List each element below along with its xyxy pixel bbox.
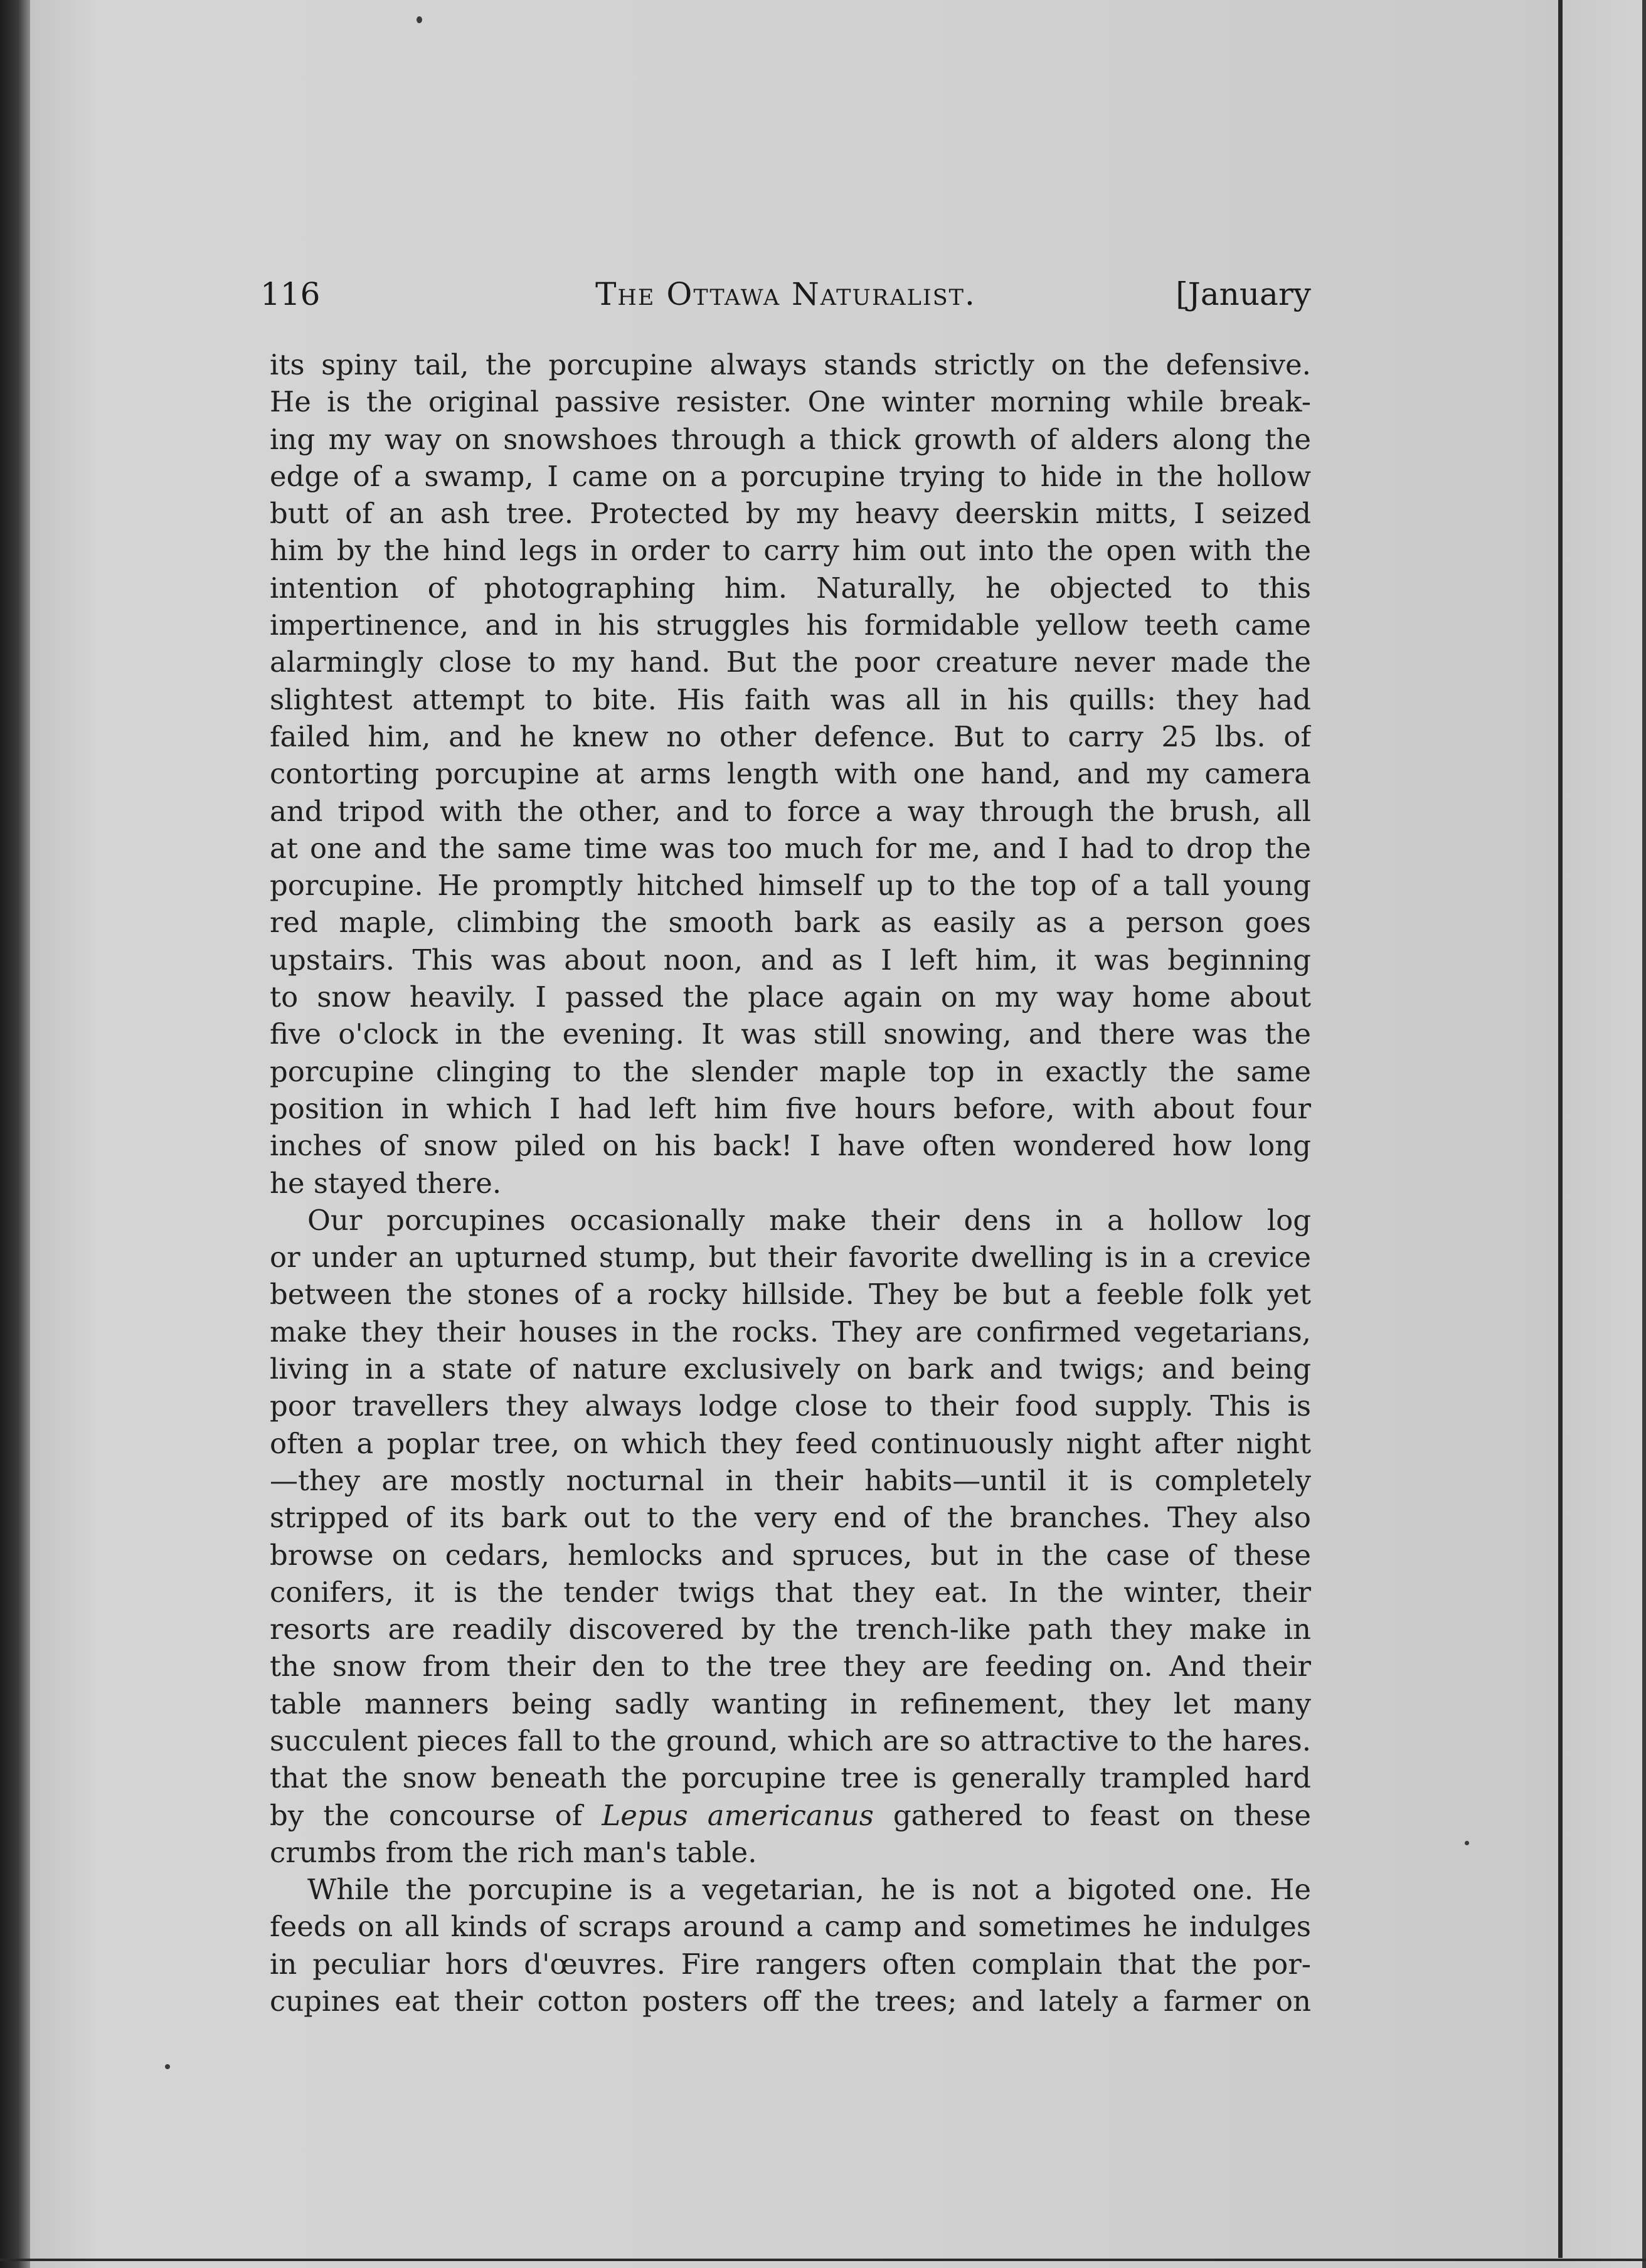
left-page-edge (0, 0, 30, 2268)
far-right-border-rule (1642, 0, 1646, 2268)
text-line: or under an upturned stump, but their favorite dwelling is in a crevice (270, 1241, 1311, 1274)
text-line: browse on cedars, hemlocks and spruces, but in the case of these (270, 1538, 1311, 1572)
text-line: contorting porcupine at arms length with one hand, and my camera (270, 757, 1311, 791)
bottom-border-rule (0, 2259, 1646, 2261)
paragraph (270, 1202, 1311, 1871)
page-number: 116 (260, 276, 321, 312)
text-line: between the stones of a rocky hillside. They be but a feeble folk yet (270, 1278, 1311, 1312)
text-fragment: by the concourse of (270, 1798, 602, 1832)
text-line: to snow heavily. I passed the place again on my way home about (270, 980, 1311, 1014)
text-line: make they their houses in the rocks. They are confirmed vegetarians, (270, 1315, 1311, 1349)
text-line: that the snow beneath the porcupine tree is generally trampled hard (270, 1761, 1311, 1795)
right-border-rule (1558, 0, 1563, 2258)
text-line: He is the original passive resister. One winter morning while break- (270, 385, 1311, 419)
text-line: Our porcupines occasionally make their dens in a hollow log (307, 1203, 1311, 1237)
text-line: impertinence, and in his struggles his formidable yellow teeth came (270, 608, 1311, 642)
text-line: feeds on all kinds of scraps around a camp and sometimes he indulges (270, 1910, 1311, 1944)
text-line: conifers, it is the tender twigs that they eat. In the winter, their (270, 1575, 1311, 1609)
text-line: resorts are readily discovered by the trench-like path they make in (270, 1613, 1311, 1646)
text-fragment: gathered to feast on these (873, 1798, 1311, 1832)
text-line: five o'clock in the evening. It was still snowing, and there was the (270, 1017, 1311, 1051)
text-line: While the porcupine is a vegetarian, he is not a bigoted one. He (307, 1873, 1311, 1907)
ink-speck (165, 2064, 170, 2069)
text-line: often a poplar tree, on which they feed continuously night after night (270, 1426, 1311, 1460)
paragraph (270, 1871, 1311, 2020)
text-line: him by the hind legs in order to carry him out into the open with the (270, 534, 1311, 568)
text-line: slightest attempt to bite. His faith was all in his quills: they had (270, 682, 1311, 716)
text-line: —they are mostly nocturnal in their habits—until it is completely (270, 1463, 1311, 1497)
text-line: inches of snow piled on his back! I have often wondered how long (270, 1129, 1311, 1163)
text-line: and tripod with the other, and to force a way through the brush, all (270, 794, 1311, 828)
text-line: porcupine. He promptly hitched himself up to the top of a tall young (270, 869, 1311, 903)
text-line: porcupine clinging to the slender maple top in exactly the same (270, 1054, 1311, 1088)
right-margin-strip (1563, 0, 1646, 2268)
text-line: at one and the same time was too much for me, and I had to drop the (270, 831, 1311, 865)
text-line: failed him, and he knew no other defence. But to carry 25 lbs. of (270, 719, 1311, 753)
text-line: its spiny tail, the porcupine always stands strictly on the defensive. (270, 348, 1311, 381)
text-line: succulent pieces fall to the ground, which are so attractive to the hares. (270, 1724, 1311, 1757)
text-line: upstairs. This was about noon, and as I left him, it was beginning (270, 943, 1311, 977)
text-line: table manners being sadly wanting in refinement, they let many (270, 1687, 1311, 1720)
ink-speck (417, 16, 422, 23)
text-line: cupines eat their cotton posters off the trees; and lately a farmer on (270, 1984, 1311, 2018)
text-line: ing my way on snowshoes through a thick growth of alders along the (270, 422, 1311, 456)
text-line: poor travellers they always lodge close to their food supply. This is (270, 1389, 1311, 1423)
text-line: he stayed there. (270, 1166, 502, 1200)
text-line: the snow from their den to the tree they are feeding on. And their (270, 1650, 1311, 1683)
paragraph (270, 346, 1311, 1202)
text-line: living in a state of nature exclusively on bark and twigs; and being (270, 1352, 1311, 1386)
text-line: edge of a swamp, I came on a porcupine trying to hide in the hollow (270, 459, 1311, 493)
article-body (270, 346, 1311, 2020)
text-line: alarmingly close to my hand. But the poor creature never made the (270, 645, 1311, 679)
text-line: position in which I had left him five hours before, with about four (270, 1091, 1311, 1125)
text-line: in peculiar hors d'œuvres. Fire rangers often complain that the por- (270, 1947, 1311, 1981)
ink-speck (1465, 1841, 1469, 1845)
text-line: intention of photographing him. Naturally, he objected to this (270, 571, 1311, 605)
text-line: stripped of its bark out to the very end of the branches. They also (270, 1501, 1311, 1535)
running-title: The Ottawa Naturalist. (595, 276, 976, 312)
species-name: Lepus americanus (602, 1798, 874, 1832)
text-line: butt of an ash tree. Protected by my heavy deerskin mitts, I seized (270, 497, 1311, 531)
running-header (260, 276, 1311, 320)
text-line-with-italic (270, 1797, 1311, 1834)
text-line: crumbs from the rich man's table. (270, 1835, 757, 1869)
text-line: red maple, climbing the smooth bark as easily as a person goes (270, 906, 1311, 940)
issue-month: [January (1176, 276, 1311, 312)
